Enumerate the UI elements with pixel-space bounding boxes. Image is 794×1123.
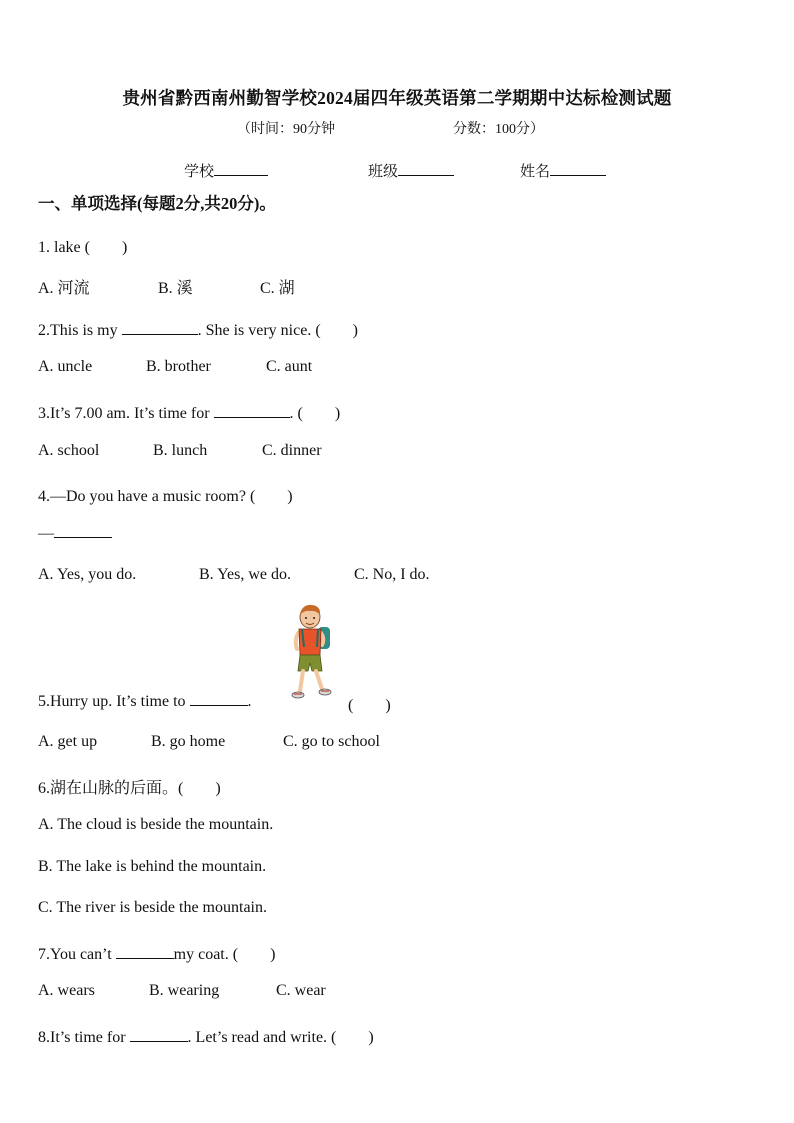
boy-with-backpack-illustration	[288, 603, 336, 703]
q7-stem-pre: 7.You can’t	[38, 946, 116, 963]
question-2-options	[38, 358, 312, 376]
question-4-options	[38, 566, 430, 584]
q3-option-a[interactable]: A. school	[38, 442, 100, 459]
q5-blank[interactable]	[190, 692, 248, 706]
shorts-shape	[298, 655, 322, 671]
page-title: 贵州省黔西南州勤智学校2024届四年级英语第二学期期中达标检测试题	[122, 88, 672, 108]
q8-blank[interactable]	[130, 1028, 188, 1042]
question-5-stem	[38, 692, 252, 711]
q7-blank[interactable]	[116, 945, 174, 959]
q2-stem-pre: 2.This is my	[38, 322, 122, 339]
q2-option-c[interactable]: C. aunt	[266, 358, 313, 375]
question-6-stem: 6.湖在山脉的后面。( )	[38, 780, 221, 797]
q7-option-b[interactable]: B. wearing	[149, 982, 220, 999]
q7-option-a[interactable]: A. wears	[38, 982, 95, 999]
school-blank[interactable]	[214, 161, 268, 176]
class-blank[interactable]	[398, 161, 454, 176]
exam-time: （时间：90分钟	[237, 122, 335, 137]
school-label: 学校	[184, 164, 215, 180]
q6-option-c[interactable]: C. The river is beside the mountain.	[38, 899, 267, 916]
q7-stem-post: my coat. ( )	[173, 946, 276, 963]
question-4-stem: 4.—Do you have a music room? ( )	[38, 488, 293, 505]
exam-score: 分数：100分）	[453, 122, 544, 137]
section-title: 一、单项选择(每题2分,共20分)。	[38, 194, 276, 213]
question-1-options	[38, 275, 295, 298]
q5-answer-paren[interactable]: ( )	[348, 697, 391, 714]
class-label: 班级	[368, 164, 399, 180]
name-blank[interactable]	[550, 161, 606, 176]
q1-option-b[interactable]: B. 溪	[158, 280, 193, 297]
q1-option-c[interactable]: C. 湖	[260, 280, 295, 297]
q4-dash: —	[38, 525, 54, 542]
q5-stem-post: .	[247, 693, 252, 710]
q4-option-a[interactable]: A. Yes, you do.	[38, 566, 137, 583]
q5-option-b[interactable]: B. go home	[151, 733, 226, 750]
q5-option-c[interactable]: C. go to school	[283, 733, 380, 750]
q5-stem-pre: 5.Hurry up. It’s time to	[38, 693, 190, 710]
q4-option-c[interactable]: C. No, I do.	[354, 566, 430, 583]
q3-stem-pre: 3.It’s 7.00 am. It’s time for	[38, 405, 214, 422]
q4-blank[interactable]	[54, 524, 112, 538]
q4-option-b[interactable]: B. Yes, we do.	[199, 566, 292, 583]
question-4-answer-line	[38, 524, 112, 543]
question-3-options	[38, 442, 322, 460]
question-7-stem	[38, 941, 275, 964]
question-2-stem	[38, 317, 358, 340]
question-5-options	[38, 733, 380, 751]
class-field[interactable]	[368, 160, 454, 181]
q2-option-a[interactable]: A. uncle	[38, 358, 93, 375]
q8-stem-pre: 8.It’s time for	[38, 1029, 130, 1046]
q3-stem-post: . ( )	[289, 405, 341, 422]
name-field[interactable]	[520, 160, 606, 181]
q3-option-c[interactable]: C. dinner	[262, 442, 322, 459]
question-1-stem: 1. lake ( )	[38, 239, 128, 256]
name-label: 姓名	[520, 164, 551, 180]
question-3-stem	[38, 400, 340, 423]
q5-option-a[interactable]: A. get up	[38, 733, 98, 750]
question-7-options	[38, 982, 326, 1000]
q3-option-b[interactable]: B. lunch	[153, 442, 208, 459]
q2-blank[interactable]	[122, 321, 198, 335]
q2-stem-post: . She is very nice. ( )	[197, 322, 358, 339]
q2-option-b[interactable]: B. brother	[146, 358, 211, 375]
q1-option-a[interactable]: A. 河流	[38, 280, 90, 297]
question-8-stem	[38, 1024, 374, 1047]
q6-option-b[interactable]: B. The lake is behind the mountain.	[38, 858, 267, 875]
school-field[interactable]	[184, 160, 268, 181]
q6-option-a[interactable]: A. The cloud is beside the mountain.	[38, 816, 274, 833]
q7-option-c[interactable]: C. wear	[276, 982, 326, 999]
q3-blank[interactable]	[214, 404, 290, 418]
q8-stem-post: . Let’s read and write. ( )	[187, 1029, 374, 1046]
